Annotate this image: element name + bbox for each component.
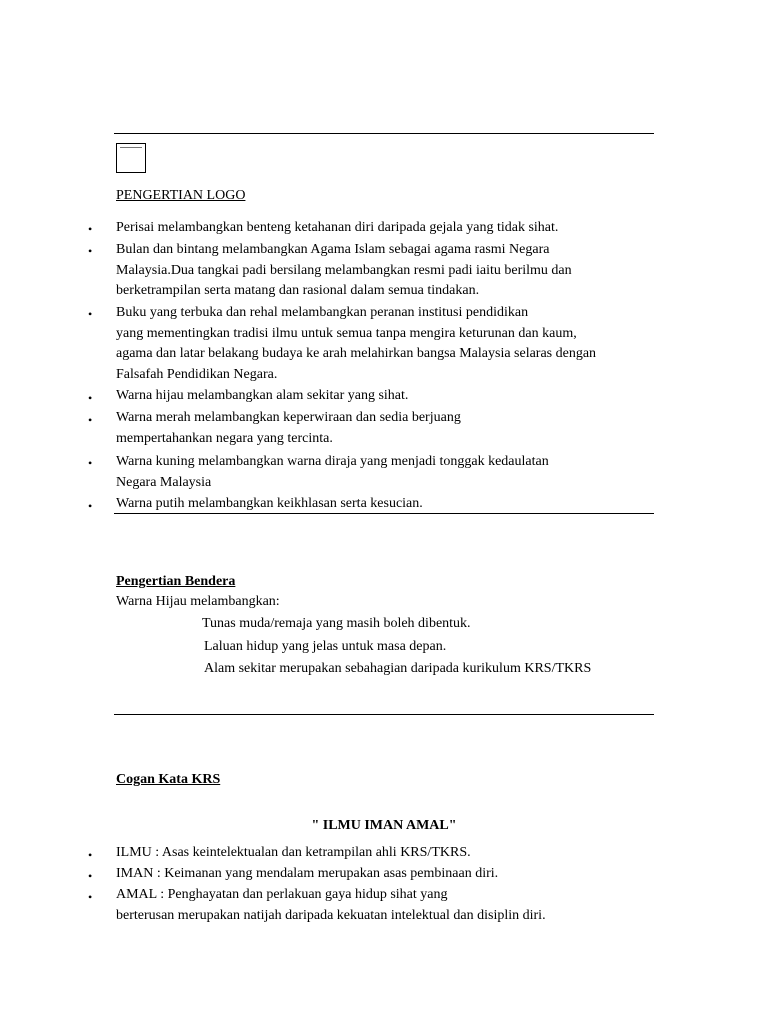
motto-title: " ILMU IMAN AMAL" — [311, 818, 457, 833]
bullet-icon: • — [88, 391, 93, 405]
horizontal-rule — [114, 133, 654, 134]
logo-item: Buku yang terbuka dan rehal melambangkan peranan institusi pendidikan yang mementingkan tradisi ilmu untuk semua tanpa mengira keturunan dan kaum, agama dan latar belakang budaya ke arah melahirkan bangsa Malaysia selaras dengan Falsafah Pendidikan Negara. — [116, 305, 597, 382]
logo-item: Perisai melambangkan benteng ketahanan diri daripada gejala yang tidak sihat. — [116, 220, 559, 235]
horizontal-rule — [114, 513, 654, 514]
bullet-icon: • — [88, 307, 93, 321]
logo-item: Bulan dan bintang melambangkan Agama Islam sebagai agama rasmi Negara Malaysia.Dua tangkai padi bersilang melambangkan resmi padi iaitu berilmu dan berketrampilan serta matang dan rasional dalam semua tindakan. — [116, 242, 572, 298]
bullet-icon: • — [88, 848, 93, 862]
bullet-icon: • — [88, 413, 93, 427]
motto-item: ILMU : Asas keintelektualan dan ketrampilan ahli KRS/TKRS. — [116, 845, 471, 860]
logo-item: Warna putih melambangkan keikhlasan serta kesucian. — [116, 496, 423, 511]
bullet-icon: • — [88, 456, 93, 470]
bullet-icon: • — [88, 222, 93, 236]
flag-line: Tunas muda/remaja yang masih boleh dibentuk. — [202, 616, 471, 631]
logo-section-heading: PENGERTIAN LOGO — [116, 188, 246, 203]
flag-line: Alam sekitar merupakan sebahagian daripada kurikulum KRS/TKRS — [204, 661, 592, 676]
logo-item: Warna hijau melambangkan alam sekitar yang sihat. — [116, 388, 409, 403]
flag-line: Laluan hidup yang jelas untuk masa depan. — [204, 639, 447, 654]
motto-item: AMAL : Penghayatan dan perlakuan gaya hidup sihat yang berterusan merupakan natijah daripada kekuatan intelektual dan disiplin diri. — [116, 887, 546, 923]
logo-item: Warna merah melambangkan keperwiraan dan sedia berjuang mempertahankan negara yang tercinta. — [116, 410, 461, 446]
flag-section-heading: Pengertian Bendera — [116, 574, 236, 589]
bullet-icon: • — [88, 890, 93, 904]
motto-section-heading: Cogan Kata KRS — [116, 772, 221, 787]
bullet-icon: • — [88, 869, 93, 883]
bullet-icon: • — [88, 499, 93, 513]
bullet-icon: • — [88, 244, 93, 258]
motto-item: IMAN : Keimanan yang mendalam merupakan asas pembinaan diri. — [116, 866, 499, 881]
horizontal-rule — [114, 714, 654, 715]
logo-item: Warna kuning melambangkan warna diraja yang menjadi tonggak kedaulatan Negara Malaysia — [116, 454, 549, 490]
flag-intro: Warna Hijau melambangkan: — [116, 594, 280, 609]
logo-image-placeholder — [116, 143, 146, 173]
